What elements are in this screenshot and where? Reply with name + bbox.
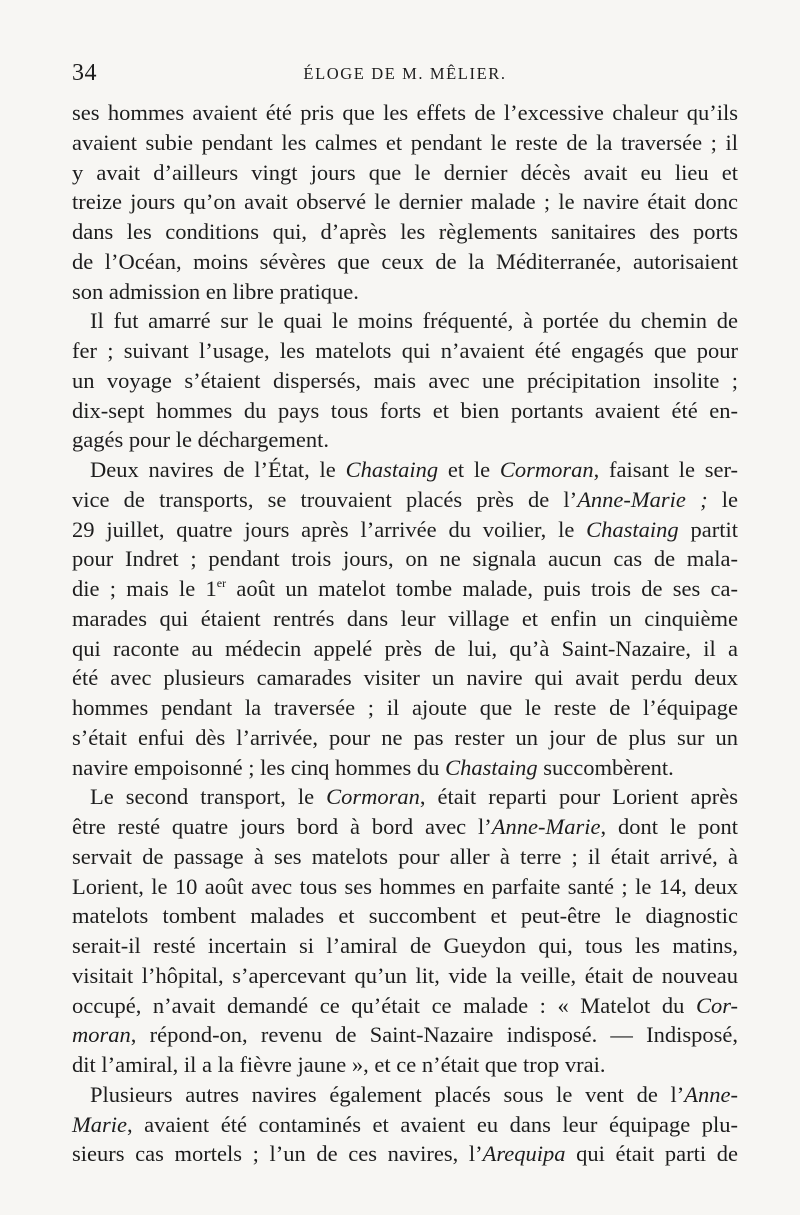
text-line: ses hommes avaient été pris que les effets de l’excessive chaleur qu’ils [72,100,738,125]
text-line: treize jours qu’on avait observé le dernier malade ; le navire était donc [72,189,738,215]
text-line: Lorient, le 10 août avec tous ses hommes en parfaite santé ; le 14, deux [72,873,738,899]
running-title: ÉLOGE DE M. MÊLIER. [303,64,507,83]
ship-name: Arequipa [482,1141,566,1167]
ship-name: moran [72,1022,131,1048]
text-line: être resté quatre jours bord à bord avec l’Anne-Marie, dont le pont [72,814,738,839]
text-line: vice de transports, se trouvaient placés près de l’Anne-Marie ; le [72,486,738,512]
ship-name: Cor- [695,992,738,1018]
text-line: 29 juillet, quatre jours après l’arrivée du voilier, le Chastaing partit [72,516,738,542]
text-line: moran, répond-on, revenu de Saint-Nazaire indisposé. — Indisposé, [72,1022,738,1048]
text-line: matelots tombent malades et succombent et peut-être le diagnostic [72,903,738,929]
text-line: pour Indret ; pendant trois jours, on ne signala aucun cas de mala- [72,546,738,572]
text-line: fer ; suivant l’usage, les matelots qui n’avaient été engagés que pour [72,338,738,363]
text-line: servait de passage à ses matelots pour aller à terre ; il était arrivé, à [72,843,738,869]
text-line: Plusieurs autres navires également placés sous le vent de l’Anne- [90,1081,738,1107]
text-line: sieurs cas mortels ; l’un de ces navires, l’Arequipa qui était parti de [72,1141,739,1167]
ship-name: Anne-Marie [491,814,601,839]
text-line: dit l’amiral, il a la fièvre jaune », et ce n’était que trop vrai. [72,1052,606,1077]
text-line: qui raconte au médecin appelé près de lui, qu’à Saint-Nazaire, il a [72,635,738,661]
page-number: 34 [72,60,97,86]
body-text [72,98,738,1169]
superscript: er [216,576,227,590]
text-line: s’était enfui dès l’arrivée, pour ne pas rester un jour de plus sur un [72,724,738,750]
text-line: y avait d’ailleurs vingt jours que le dernier décès avait eu lieu et [72,159,738,185]
page-header [72,60,738,90]
text-line: de l’Océan, moins sévères que ceux de la Méditerranée, autorisaient [72,248,738,274]
text-line: dix-sept hommes du pays tous forts et bien portants avaient été en- [72,397,738,423]
ship-name: Cormoran [499,457,594,482]
text-line: Le second transport, le Cormoran, était reparti pour Lorient après [90,784,738,810]
text-line: gagés pour le déchargement. [72,427,329,453]
ship-name: Chastaing [445,754,538,780]
ship-name: Chastaing [586,516,679,542]
text-line: occupé, n’avait demandé ce qu’était ce malade : « Matelot du Cor- [72,992,738,1018]
ship-name: Cormoran [326,784,420,810]
text-line: navire empoisonné ; les cinq hommes du Chastaing succombèrent. [72,754,674,780]
text-line: dans les conditions qui, d’après les règlements sanitaires des ports [72,219,738,244]
text-line: hommes pendant la traversée ; il ajoute que le reste de l’équipage [72,695,738,720]
ship-name: Anne-Marie ; [577,486,708,512]
text-line: Marie, avaient été contaminés et avaient eu dans leur équipage plu- [72,1111,738,1137]
text-line: un voyage s’étaient dispersés, mais avec une précipitation insolite ; [72,367,738,393]
text-line: serait-il resté incertain si l’amiral de Gueydon qui, tous les matins, [72,933,738,958]
text-line: marades qui étaient rentrés dans leur village et enfin un cinquième [72,605,738,631]
text-line: Il fut amarré sur le quai le moins fréquenté, à portée du chemin de [90,308,738,334]
text-line: avaient subie pendant les calmes et pendant le reste de la traversée ; il [72,129,738,155]
text-line: été avec plusieurs camarades visiter un navire qui avait perdu deux [72,665,738,691]
ship-name: Marie [72,1111,127,1137]
ship-name: Anne- [684,1081,738,1107]
text-line: visitait l’hôpital, s’apercevant qu’un lit, vide la veille, était de nouveau [72,962,738,988]
text-line: Deux navires de l’État, le Chastaing et le Cormoran, faisant le ser- [90,457,738,482]
text-line: die ; mais le 1er août un matelot tombe malade, puis trois de ses ca- [72,576,738,601]
ship-name: Chastaing [345,457,439,482]
text-line: son admission en libre pratique. [72,278,359,304]
